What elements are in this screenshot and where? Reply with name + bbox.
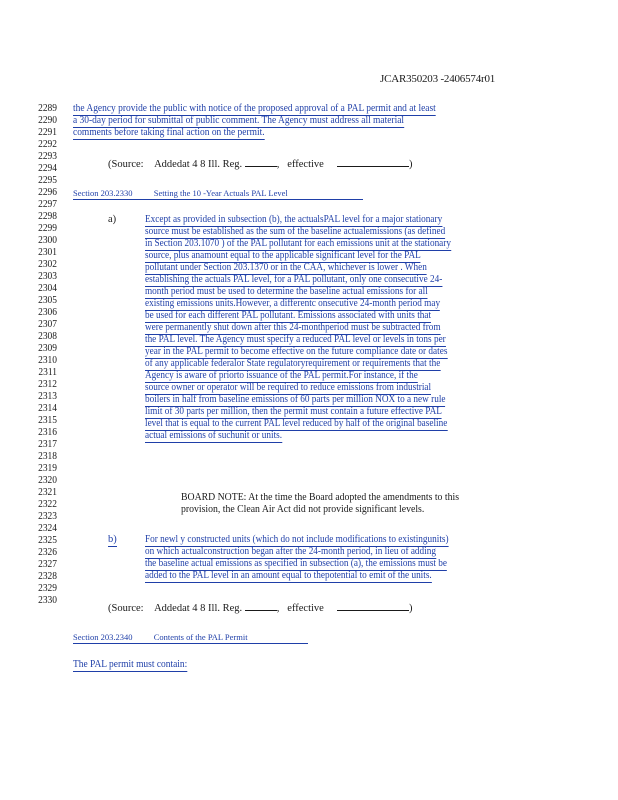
effective-date-blank — [337, 601, 409, 611]
line-number: 2326 — [38, 547, 57, 558]
line-number: 2300 — [38, 235, 57, 246]
close-paren: ) — [408, 603, 413, 614]
line-number: 2298 — [38, 211, 57, 222]
line-number: 2320 — [38, 475, 57, 486]
paragraph-a-line: pollutant under Section 203.1370 or in the CAA, whichever is lower . When — [145, 262, 427, 273]
line-number: 2313 — [38, 391, 57, 402]
paragraph-a-line: source must be established as the sum of the baseline actualemissions (as defined — [145, 226, 446, 237]
line-number: 2316 — [38, 427, 57, 438]
document-header-id: JCAR350203 -2406574r01 — [380, 73, 496, 85]
paragraph-a-line: year in the PAL permit to become effective on the future compliance date or dates — [145, 346, 448, 357]
intro-line: the Agency provide the public with notice of the proposed approval of a PAL permit and at least — [73, 103, 436, 114]
board-note-line: provision, the Clean Air Act did not provide significant levels. — [181, 504, 425, 515]
source-citation — [108, 157, 412, 171]
line-number: 2295 — [38, 175, 57, 186]
line-number: 2327 — [38, 559, 57, 570]
line-number: 2292 — [38, 139, 57, 150]
line-number: 2322 — [38, 499, 57, 510]
effective-label: effective — [287, 159, 324, 170]
paragraph-a-line: establishing the actuals PAL level, for a PAL pollutant, only one consecutive 24- — [145, 274, 443, 285]
intro-line: comments before taking final action on the permit. — [73, 127, 265, 138]
paragraph-a-line: Except as provided in subsection (b), the actualsPAL level for a major stationary — [145, 214, 443, 225]
register-page-blank — [245, 157, 277, 167]
line-number: 2315 — [38, 415, 57, 426]
section-number: Section 203.2330 — [73, 188, 133, 198]
board-note-line: BOARD NOTE: At the time the Board adopted the amendments to this — [181, 492, 459, 503]
paragraph-marker-b: b) — [108, 534, 117, 545]
section-title: Contents of the PAL Permit — [153, 632, 248, 642]
close-paren: ) — [408, 159, 413, 170]
line-number: 2317 — [38, 439, 57, 450]
paragraph-b-line: added to the PAL level in an amount equal to thepotential to emit of the units. — [145, 570, 432, 581]
line-number: 2309 — [38, 343, 57, 354]
line-number: 2299 — [38, 223, 57, 234]
line-number: 2330 — [38, 595, 57, 606]
paragraph-a-line: source owner or operator will be required to reduce emissions from industrial — [145, 382, 432, 393]
line-number: 2304 — [38, 283, 57, 294]
line-number: 2323 — [38, 511, 57, 522]
paragraph-a-line: be used for each different PAL pollutant. Emissions associated with units that — [145, 310, 432, 321]
section-number: Section 203.2340 — [73, 632, 133, 642]
line-number: 2321 — [38, 487, 57, 498]
paragraph-a-line: the PAL level. The Agency must specify a reduced PAL level or levels in tons per — [145, 334, 446, 345]
effective-label: effective — [287, 603, 324, 614]
line-number: 2310 — [38, 355, 57, 366]
line-number: 2297 — [38, 199, 57, 210]
paragraph-b-line: the baseline actual emissions as specified in subsection (a), the emissions must be — [145, 558, 448, 569]
added-at-text: Addedat 4 8 Ill. Reg. — [154, 603, 243, 614]
paragraph-a-line: limit of 30 parts per million, then the permit must contain a future effective PAL — [145, 406, 442, 417]
paragraph-a-line: actual emissions of suchunit or units. — [145, 430, 283, 441]
source-label: (Source: — [108, 603, 144, 614]
line-number: 2293 — [38, 151, 57, 162]
register-page-blank — [245, 601, 277, 611]
line-number: 2302 — [38, 259, 57, 270]
line-number: 2314 — [38, 403, 57, 414]
paragraph-b-line: on which actualconstruction began after the 24-month period, in lieu of adding — [145, 546, 436, 557]
line-number: 2324 — [38, 523, 57, 534]
line-number: 2312 — [38, 379, 57, 390]
line-number: 2306 — [38, 307, 57, 318]
line-number: 2296 — [38, 187, 57, 198]
section-heading-2340 — [73, 631, 308, 644]
line-number: 2290 — [38, 115, 57, 126]
added-at-text: Addedat 4 8 Ill. Reg. — [154, 159, 243, 170]
line-number: 2294 — [38, 163, 57, 174]
comma-text: , — [276, 603, 280, 614]
line-number: 2308 — [38, 331, 57, 342]
intro-line: a 30-day period for submittal of public comment. The Agency must address all material — [73, 115, 405, 126]
paragraph-a-line: existing emissions units.However, a differentc onsecutive 24-month period may — [145, 298, 441, 309]
line-number: 2307 — [38, 319, 57, 330]
paragraph-a-line: boilers in half from baseline emissions of 60 parts per million NOX to a new rule — [145, 394, 446, 405]
paragraph-a-line: month period must be used to determine the baseline actual emissions for all — [145, 286, 428, 297]
paragraph-a-line: Agency is aware of priorto issuance of the PAL permit.For instance, if the — [145, 370, 418, 381]
line-number: 2329 — [38, 583, 57, 594]
paragraph-a-line: were permanently shut down after this 24-monthperiod must be subtracted from — [145, 322, 441, 333]
line-number: 2303 — [38, 271, 57, 282]
line-number: 2319 — [38, 463, 57, 474]
section-title: Setting the 10 -Year Actuals PAL Level — [153, 188, 288, 198]
comma-text: , — [276, 159, 280, 170]
paragraph-b-line: For newl y constructed units (which do not include modifications to existingunits) — [145, 534, 449, 545]
line-number: 2289 — [38, 103, 57, 114]
source-label: (Source: — [108, 159, 144, 170]
line-number: 2291 — [38, 127, 57, 138]
line-number: 2305 — [38, 295, 57, 306]
line-number: 2325 — [38, 535, 57, 546]
effective-date-blank — [337, 157, 409, 167]
paragraph-a-line: in Section 203.1070 ) of the PAL pollutant for each emissions unit at the stationary — [145, 238, 451, 249]
paragraph-marker-a: a) — [108, 214, 117, 225]
line-number: 2318 — [38, 451, 57, 462]
line-number: 2311 — [38, 367, 57, 378]
line-number: 2328 — [38, 571, 57, 582]
line-number: 2301 — [38, 247, 57, 258]
paragraph-a-line: level that is equal to the current PAL level reduced by half of the original baseline — [145, 418, 448, 429]
source-citation — [108, 601, 412, 615]
paragraph-a-line: source, plus anamount equal to the applicable significant level for the PAL — [145, 250, 421, 261]
paragraph-a-line: of any applicable federalor State regulatoryrequirement or requirements that the — [145, 358, 441, 369]
section-heading-2330 — [73, 187, 363, 200]
contents-intro-line: The PAL permit must contain: — [73, 659, 188, 670]
